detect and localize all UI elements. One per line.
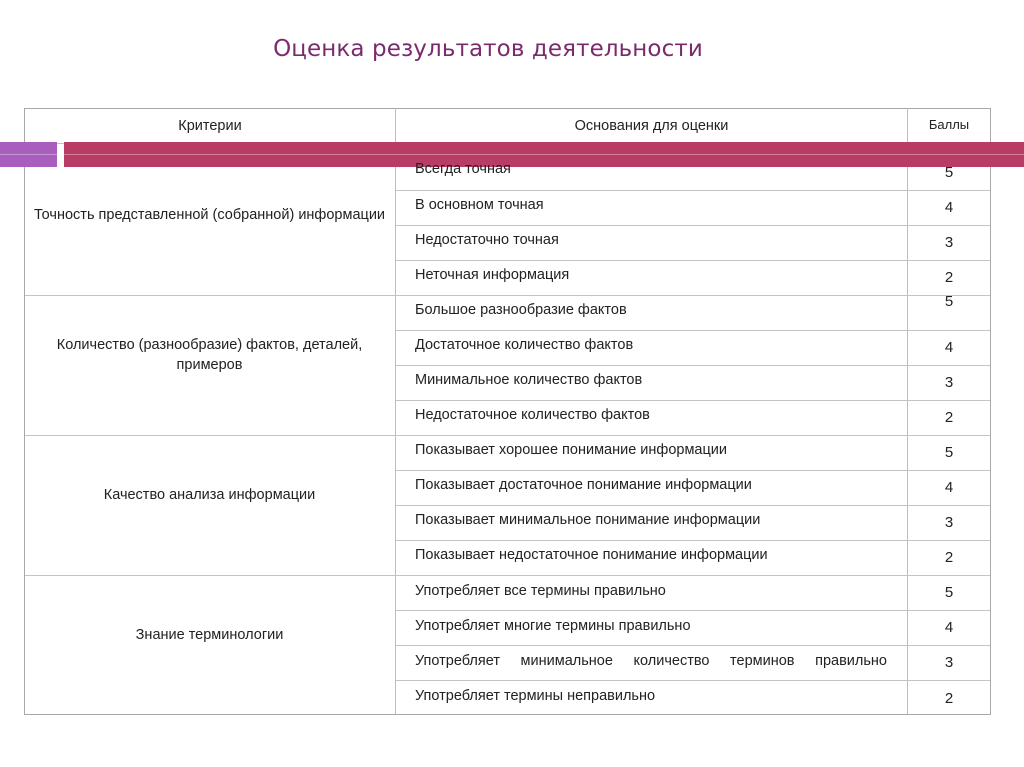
basis-cell: Минимальное количество фактов bbox=[415, 372, 643, 388]
basis-cell: Показывает недостаточное понимание информации bbox=[415, 547, 768, 563]
score-cell: 3 bbox=[944, 234, 954, 251]
score-cell: 3 bbox=[944, 514, 954, 531]
criterion-cell: Качество анализа информации bbox=[103, 487, 316, 503]
score-cell: 5 bbox=[944, 164, 954, 181]
header-score: Баллы bbox=[928, 116, 970, 132]
basis-cell: Показывает минимальное понимание информации bbox=[415, 512, 761, 528]
score-cell: 5 bbox=[944, 444, 954, 461]
header-basis: Основания для оценки bbox=[574, 118, 729, 134]
basis-cell: В основном точная bbox=[415, 197, 544, 213]
score-cell: 5 bbox=[944, 584, 954, 601]
score-cell: 2 bbox=[944, 269, 954, 286]
score-cell: 4 bbox=[944, 199, 954, 216]
basis-cell: Недостаточное количество фактов bbox=[415, 407, 650, 423]
score-cell: 4 bbox=[944, 339, 954, 356]
score-cell: 2 bbox=[944, 690, 954, 707]
basis-cell: Достаточное количество фактов bbox=[415, 337, 634, 353]
score-cell: 4 bbox=[944, 619, 954, 636]
criterion-cell: Знание терминологии bbox=[135, 627, 284, 643]
basis-cell: Употребляет минимальное количество терминов правильно bbox=[415, 653, 887, 669]
basis-cell: Большое разнообразие фактов bbox=[415, 302, 627, 318]
page-title: Оценка результатов деятельности bbox=[273, 36, 703, 62]
score-cell: 2 bbox=[944, 409, 954, 426]
criterion-cell: Количество (разнообразие) фактов, деталей, примеров bbox=[56, 337, 363, 373]
basis-cell: Недостаточно точная bbox=[415, 232, 559, 248]
column-divider bbox=[395, 109, 396, 714]
basis-cell: Употребляет термины неправильно bbox=[415, 688, 656, 704]
score-cell: 2 bbox=[944, 549, 954, 566]
basis-cell: Показывает хорошее понимание информации bbox=[415, 442, 728, 458]
basis-cell: Употребляет все термины правильно bbox=[415, 583, 666, 599]
basis-cell: Употребляет многие термины правильно bbox=[415, 618, 691, 634]
score-cell: 3 bbox=[944, 654, 954, 671]
basis-cell: Неточная информация bbox=[415, 267, 570, 283]
criterion-cell: Точность представленной (собранной) информации bbox=[33, 207, 386, 223]
basis-cell: Показывает достаточное понимание информации bbox=[415, 477, 752, 493]
basis-cell: Всегда точная bbox=[415, 161, 511, 177]
score-cell: 5 bbox=[944, 293, 954, 310]
header-criteria: Критерии bbox=[178, 118, 242, 134]
score-cell: 3 bbox=[944, 374, 954, 391]
band-divider bbox=[0, 154, 1024, 155]
score-cell: 4 bbox=[944, 479, 954, 496]
